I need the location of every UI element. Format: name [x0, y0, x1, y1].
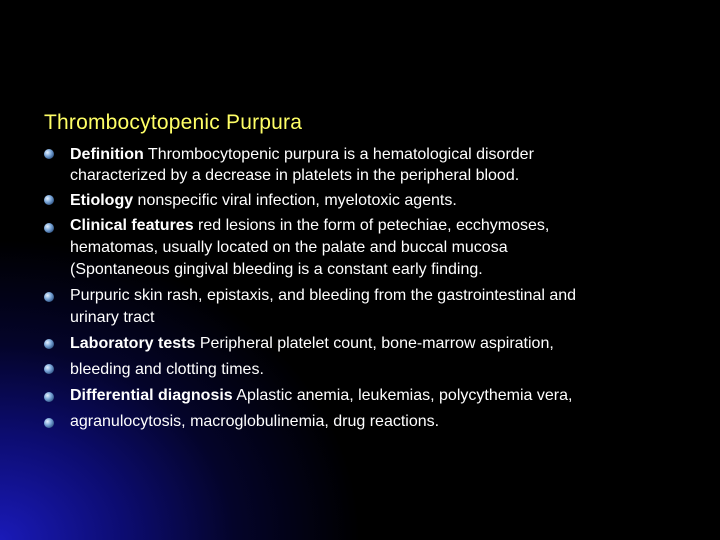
bullet-icon	[44, 149, 54, 159]
bullet-icon	[44, 364, 54, 374]
line-bold: Clinical features	[70, 217, 194, 234]
line-text: agranulocytosis, macroglobulinemia, drug reactions.	[70, 413, 440, 430]
slide-title: Thrombocytopenic Purpura	[44, 111, 303, 134]
line-text: Thrombocytopenic purpura is a hematological disorder	[143, 146, 534, 163]
bullet-icon	[44, 223, 54, 233]
text-line	[70, 260, 483, 280]
text-line	[70, 166, 519, 186]
text-line	[70, 360, 264, 380]
text-line	[70, 412, 439, 432]
bullet-icon	[44, 339, 54, 349]
text-line	[70, 386, 572, 406]
text-line	[70, 286, 576, 306]
line-text: Aplastic anemia, leukemias, polycythemia vera,	[232, 387, 573, 404]
line-text: (Spontaneous gingival bleeding is a constant early finding.	[70, 261, 483, 278]
line-text: hematomas, usually located on the palate and buccal mucosa	[70, 239, 508, 256]
bullet-icon	[44, 418, 54, 428]
line-bold: Etiology	[70, 192, 134, 209]
text-line	[70, 145, 534, 165]
line-text: Purpuric skin rash, epistaxis, and bleeding from the gastrointestinal and	[70, 287, 577, 304]
line-text: Peripheral platelet count, bone-marrow aspiration,	[195, 335, 554, 352]
text-line	[70, 191, 457, 211]
line-bold: Definition	[70, 146, 144, 163]
line-bold: Laboratory tests	[70, 335, 196, 352]
bullet-icon	[44, 392, 54, 402]
text-line	[70, 216, 549, 236]
line-text: nonspecific viral infection, myelotoxic agents.	[133, 192, 457, 209]
line-text: bleeding and clotting times.	[70, 361, 264, 378]
text-line	[70, 238, 508, 258]
line-text: red lesions in the form of petechiae, ecchymoses,	[193, 217, 550, 234]
line-bold: Differential diagnosis	[70, 387, 233, 404]
text-line	[70, 308, 154, 328]
line-text: urinary tract	[70, 309, 155, 326]
text-line	[70, 334, 554, 354]
bullet-icon	[44, 195, 54, 205]
line-text: characterized by a decrease in platelets in the peripheral blood.	[70, 167, 520, 184]
bullet-icon	[44, 292, 54, 302]
